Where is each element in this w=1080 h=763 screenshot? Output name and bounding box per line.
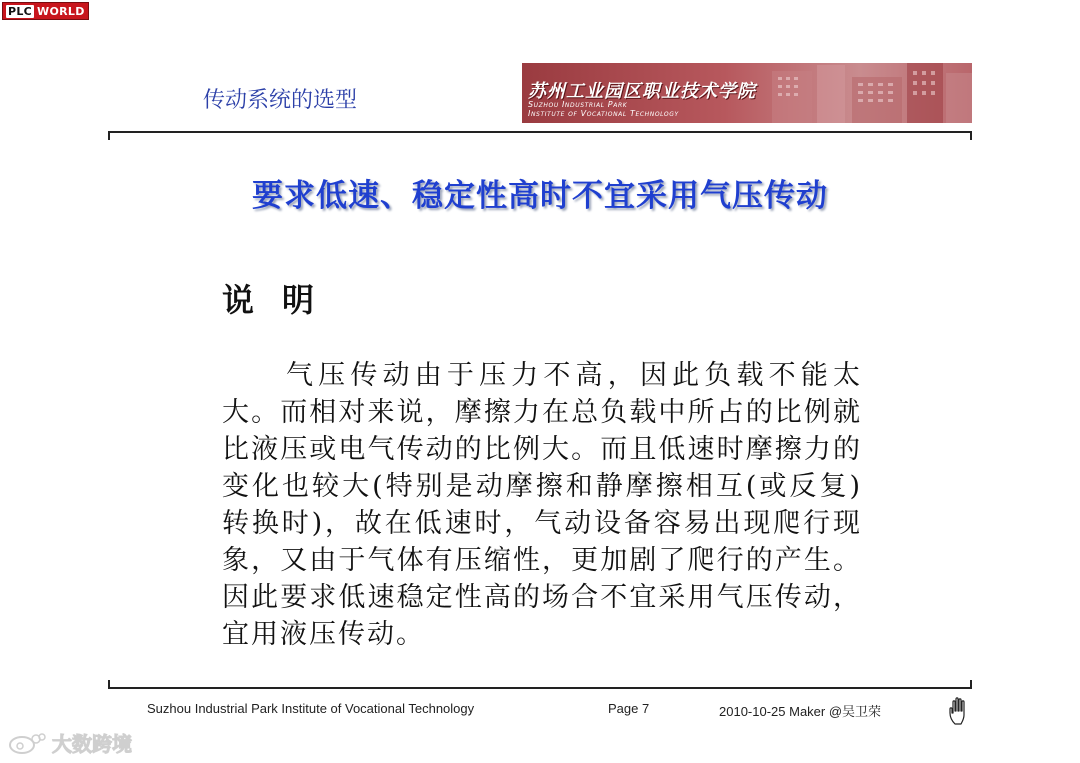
explanation-heading: 说明 (222, 281, 343, 319)
banner-institute-name-en-line1: Suzhou Industrial Park (528, 100, 628, 109)
slide-heading: 要求低速、稳定性高时不宜采用气压传动 (252, 178, 828, 214)
explanation-paragraph: 气压传动由于压力不高，因此负载不能太大。而相对来说，摩擦力在总负载中所占的比例就比液压或电气传动的比例大。而且低速时摩擦力的变化也较大(特别是动摩擦和静摩擦相互(或反复)转换时)，故在低速时，气动设备容易出现爬行现象，又由于气体有压缩性，更加剧了爬行的产生。因此要求低速稳定性高的场合不宜采用气压传动，宜用液压传动。 (222, 360, 862, 650)
footer-date-maker: 2010-10-25 Maker @吴卫荣 (719, 704, 882, 719)
logo-world-text: WORLD (37, 4, 85, 18)
footer-page-number: Page 7 (608, 701, 650, 716)
hand-pointer-icon[interactable] (947, 696, 973, 726)
section-title: 传动系统的选型 (203, 88, 358, 113)
weibo-icon (8, 731, 46, 755)
banner-institute-name-cn: 苏州工业园区职业技术学院 (528, 81, 756, 102)
footer-institute-name: Suzhou Industrial Park Institute of Vocational Technology (147, 701, 475, 716)
institute-banner (522, 63, 972, 123)
header-divider (108, 131, 972, 133)
banner-institute-name-en-line2: Institute of Vocational Technology (528, 109, 679, 118)
watermark-text: 大数跨境 (52, 732, 132, 756)
logo-plc-text: PLC (8, 4, 33, 18)
plc-world-logo (2, 2, 89, 20)
watermark (8, 728, 132, 757)
footer-divider (108, 687, 972, 689)
